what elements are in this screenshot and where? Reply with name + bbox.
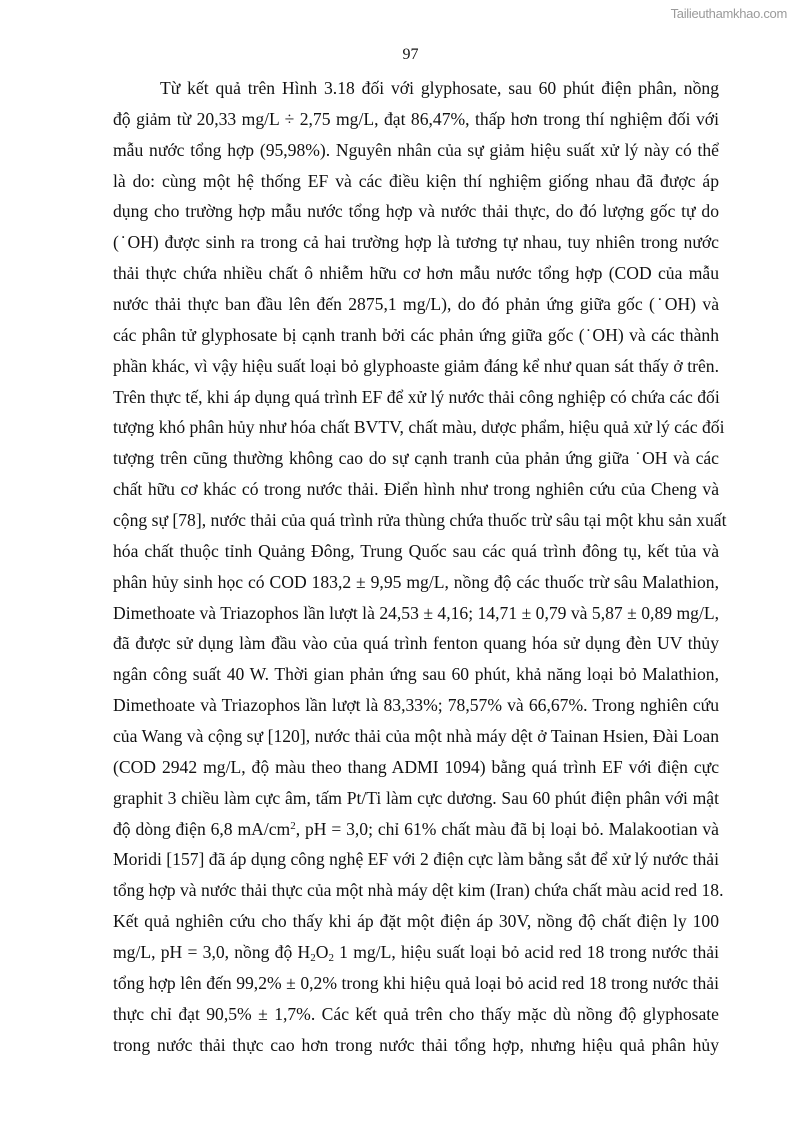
text-line: cộng sự [78], nước thải của quá trình rửa thùng chứa thuốc trừ sâu tại một khu sản xuất: [113, 510, 727, 531]
text-line: Dimethoate và Triazophos lần lượt là 83,33%; 78,57% và 66,67%. Trong nghiên cứu: [113, 695, 719, 716]
text-line: tượng khó phân hủy như hóa chất BVTV, chất màu, dược phẩm, hiệu quả xử lý các đối: [113, 417, 725, 438]
text-line: thực chỉ đạt 90,5% ± 1,7%. Các kết quả trên cho thấy mặc dù nồng độ glyphosate: [113, 1003, 719, 1024]
text-line: Kết quả nghiên cứu cho thấy khi áp đặt một điện áp 30V, nồng độ chất điện ly 100: [113, 911, 719, 932]
text-line: (COD 2942 mg/L, độ màu theo thang ADMI 1094) bằng quá trình EF với điện cực: [113, 756, 719, 777]
text-line: trong nước thải thực cao hơn trong nước thải tổng hợp, nhưng hiệu quả phân hủy: [113, 1034, 719, 1055]
text-line: Từ kết quả trên Hình 3.18 đối với glyphosate, sau 60 phút điện phân, nồng: [160, 78, 719, 98]
text-line: thải thực chứa nhiều chất ô nhiễm hữu cơ hơn mẫu nước tổng hợp (COD của mẫu: [113, 263, 719, 284]
body-paragraph: [113, 73, 727, 1061]
text-line: mẫu nước tổng hợp (95,98%). Nguyên nhân của sự giảm hiệu suất xử lý này có thể: [113, 139, 719, 160]
text-segment: 1 mg/L, hiệu suất loại bỏ acid red 18 trong nước thải: [333, 942, 719, 963]
watermark: Tailieuthamkhao.com: [670, 6, 787, 21]
text-line: phân hủy sinh học có COD 183,2 ± 9,95 mg/L, nồng độ các thuốc trừ sâu Malathion,: [113, 571, 719, 592]
text-line: đã được sử dụng làm đầu vào của quá trình fenton quang hóa sử dụng đèn UV thủy: [113, 633, 719, 654]
text-line: [113, 814, 719, 845]
subscript: 2: [328, 952, 334, 965]
text-line: graphit 3 chiều làm cực âm, tấm Pt/Ti làm cực dương. Sau 60 phút điện phân với mật: [113, 787, 719, 808]
text-segment: , pH = 3,0; chỉ 61% chất màu đã bị loại bỏ. Malakootian và: [295, 818, 719, 839]
text-segment: O: [315, 942, 329, 963]
text-line: là do: cùng một hệ thống EF và các điều kiện thí nghiệm giống nhau đã được áp: [113, 170, 719, 191]
text-line: độ giảm từ 20,33 mg/L ÷ 2,75 mg/L, đạt 86,47%, thấp hơn trong thí nghiệm đối với: [113, 108, 719, 129]
text-line: Dimethoate và Triazophos lần lượt là 24,53 ± 4,16; 14,71 ± 0,79 và 5,87 ± 0,89 mg/L,: [113, 602, 719, 623]
text-line: [113, 937, 719, 968]
superscript: 2: [290, 819, 296, 832]
text-segment: độ dòng điện 6,8 mA/cm: [113, 818, 291, 839]
text-segment: mg/L, pH = 3,0, nồng độ H: [113, 942, 311, 963]
text-line: phần khác, vì vậy hiệu suất loại bỏ glyphoaste giảm đáng kể như quan sát thấy ở trên.: [113, 355, 719, 376]
text-line: nước thải thực ban đầu lên đến 2875,1 mg/L), do đó phản ứng giữa gốc (˙OH) và: [113, 294, 719, 315]
text-line: tổng hợp và nước thải thực của một nhà máy dệt kim (Iran) chứa chất màu acid red 18.: [113, 880, 724, 901]
text-line: ngân công suất 40 W. Thời gian phản ứng sau 60 phút, khả năng loại bỏ Malathion,: [113, 664, 719, 685]
text-line: Trên thực tế, khi áp dụng quá trình EF để xử lý nước thải công nghiệp có chứa các đối: [113, 386, 720, 407]
page-number: 97: [402, 46, 419, 63]
text-line: của Wang và cộng sự [120], nước thải của một nhà máy dệt ở Tainan Hsien, Đài Loan: [113, 726, 719, 747]
text-line: hóa chất thuộc tỉnh Quảng Đông, Trung Quốc sau các quá trình đông tụ, kết tủa và: [113, 540, 719, 561]
text-line: các phân tử glyphosate bị cạnh tranh bởi các phản ứng giữa gốc (˙OH) và các thành: [113, 324, 719, 345]
text-line: (˙OH) được sinh ra trong cả hai trường hợp là tương tự nhau, tuy nhiên trong nước: [113, 232, 719, 253]
text-line: Moridi [157] đã áp dụng công nghệ EF với 2 điện cực làm bằng sắt để xử lý nước thải: [113, 849, 719, 870]
subscript: 2: [310, 952, 316, 965]
text-line: dụng cho trường hợp mẫu nước tổng hợp và nước thải thực, do đó lượng gốc tự do: [113, 201, 719, 222]
text-line: tượng trên cũng thường không cao do sự cạnh tranh của phản ứng giữa ˙OH và các: [113, 448, 719, 469]
text-line: tổng hợp lên đến 99,2% ± 0,2% trong khi hiệu quả loại bỏ acid red 18 trong nước thải: [113, 972, 719, 993]
text-line: chất hữu cơ khác có trong nước thải. Điển hình như trong nghiên cứu của Cheng và: [113, 479, 719, 500]
